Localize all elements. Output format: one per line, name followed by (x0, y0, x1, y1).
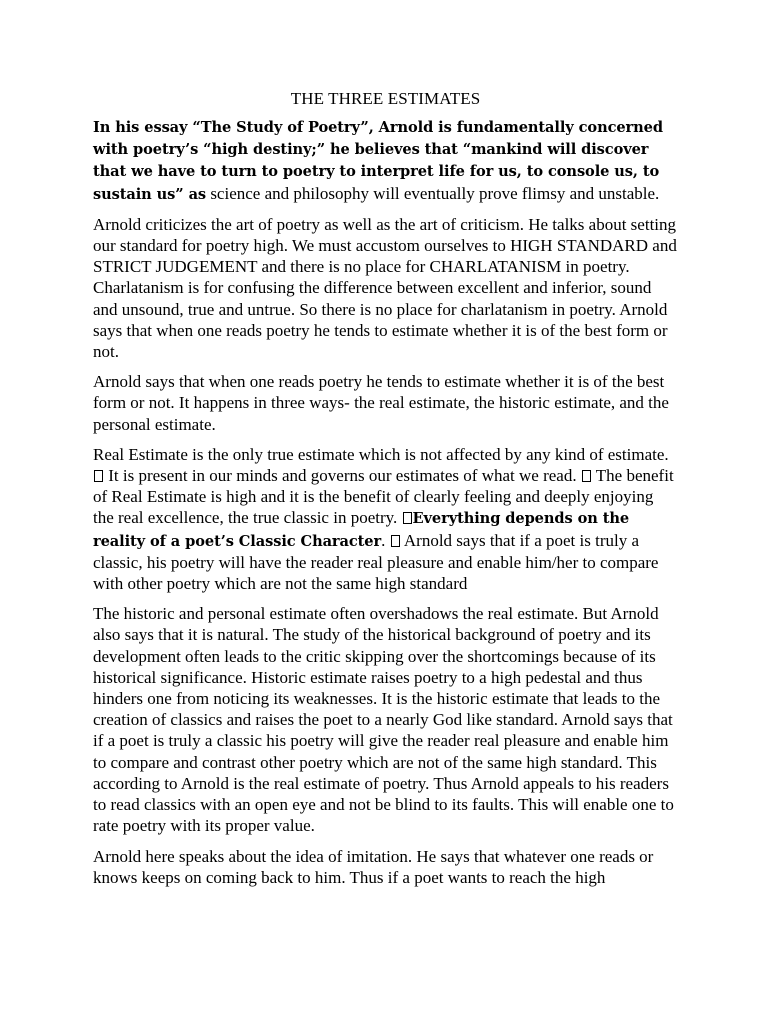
missing-glyph-icon (403, 512, 412, 524)
paragraph-historic-personal: The historic and personal estimate often overshadows the real estimate. But Arnold also says that it is natural. The study of the historical background of poetry and its development often leads to the critic skipping over the shortcomings because of its historical significance. Historic estimate raises poetry to a high pedestal and thus hinders one from noticing its weaknesses. It is the historic estimate that leads to the creation of classics and raises the poet to a nearly God like standard. Arnold says that if a poet is truly a classic his poetry will give the reader real pleasure and enable him to compare and contrast other poetry which are not of the same high standard. This according to Arnold is the real estimate of poetry. Thus Arnold appeals to his readers to read classics with an open eye and not be blind to its faults. This will enable one to rate poetry with its proper value. (93, 604, 674, 836)
missing-glyph-icon (582, 470, 591, 482)
missing-glyph-icon (94, 470, 103, 482)
real-estimate-sentence-2: It is present in our minds and governs our estimates of what we read. (104, 466, 581, 486)
paragraph-intro (93, 116, 678, 205)
paragraph-three-ways: Arnold says that when one reads poetry he tends to estimate whether it is of the best form or not. It happens in three ways- the real estimate, the historic estimate, and the personal estimate. (93, 372, 669, 434)
classic-character-bold-text: Everything depends on the reality of a poet’s Classic Character (93, 510, 630, 550)
missing-glyph-icon (391, 535, 400, 547)
real-estimate-sentence-5: Arnold says that if a poet is truly a classic, his poetry will have the reader real pleasure and enable him/her to compare with other poetry which are not the same high standard (93, 530, 659, 594)
document-title: THE THREE ESTIMATES (290, 89, 481, 108)
real-estimate-sentence-1: Real Estimate is the only true estimate which is not affected by any kind of estimate. (93, 444, 669, 464)
intro-rest-text: science and philosophy will eventually prove flimsy and unstable. (206, 183, 660, 203)
real-estimate-sentence-3: The benefit of Real Estimate is high and it is the benefit of clearly feeling and deeply enjoying the real excellence, the true classic in poetry. (93, 466, 674, 528)
paragraph-criticism: Arnold criticizes the art of poetry as well as the art of criticism. He talks about setting our standard for poetry high. We must accustom ourselves to HIGH STANDARD and STRICT JUDGEMENT and there is no place for CHARLATANISM in poetry. Charlatanism is for confusing the difference between excellent and inferior, sound and unsound, true and untrue. So there is no place for charlatanism in poetry. Arnold says that when one reads poetry he tends to estimate whether it is of the best form or not. (93, 214, 677, 362)
paragraph-imitation: Arnold here speaks about the idea of imitation. He says that whatever one reads or knows keeps on coming back to him. Thus if a poet wants to reach the high (93, 846, 654, 887)
classic-character-period: . (381, 530, 390, 550)
paragraph-real-estimate (93, 444, 678, 594)
intro-bold-text: In his essay “The Study of Poetry”, Arnold is fundamentally concerned with poetry’s “high destiny;” he believes that “mankind will discover that we have to turn to poetry to interpret life for us, to console us, to sustain us” as (93, 119, 663, 203)
